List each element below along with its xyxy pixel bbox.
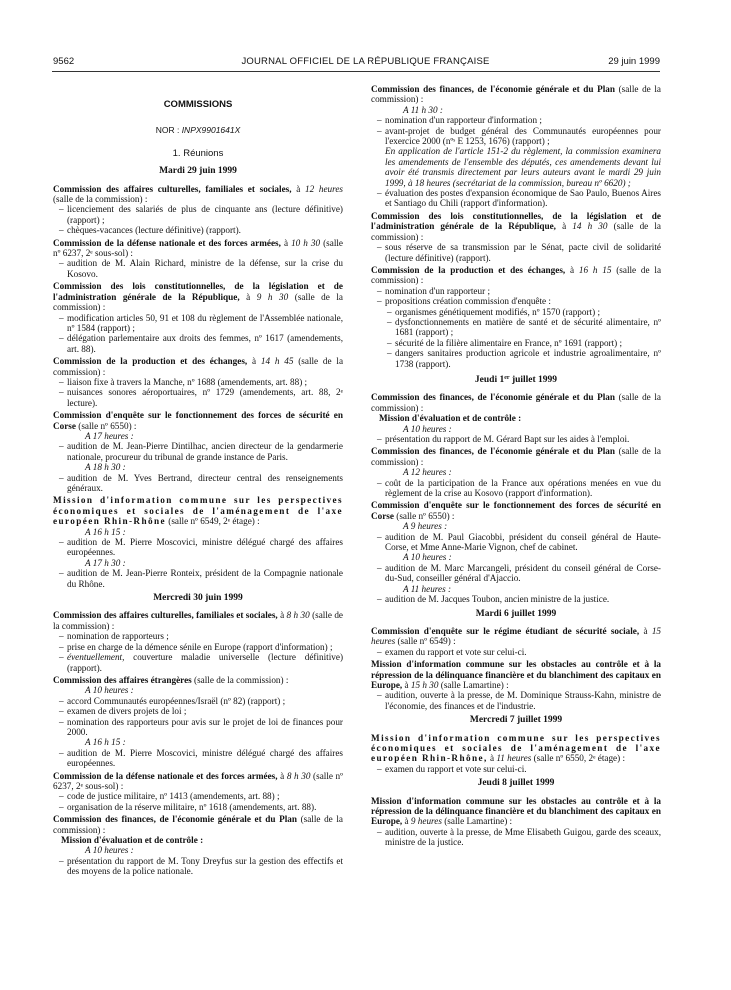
meeting-place: (salle de la commission) :	[371, 264, 662, 286]
nor-value: INPX9901641X	[181, 125, 241, 136]
nor-label: NOR :	[155, 125, 182, 136]
meeting-place: (salle nº 6549, 2ᵉ étage) :	[165, 516, 260, 527]
agenda-subitem: – organismes génétiquement modifiés, nº 1570 (rapport) ;	[371, 307, 661, 317]
meeting-block	[53, 495, 343, 589]
agenda-item: – audition de M. Marc Marcangeli, président du conseil général de Corse-du-Sud, conseiller général d'Ajaccio.	[371, 563, 661, 584]
meeting-place: (salle de la commission) :	[53, 610, 344, 631]
meeting-title	[53, 495, 343, 526]
agenda-text: couverture maladie universelle (lecture définitive) (rapport).	[67, 652, 343, 673]
agenda-item: – audition de M. Alain Richard, ministre de la défense, sur la crise du Kosovo.	[53, 258, 343, 279]
committee-name: Commission de la défense nationale et des forces armées,	[53, 770, 278, 781]
meeting-title	[53, 410, 343, 431]
meeting-block	[53, 410, 343, 493]
meeting-block	[371, 392, 661, 444]
meeting-time: 9 heures	[410, 816, 442, 827]
meeting-title: Commission des affaires culturelles, familiales et sociales, à 8 h 30 (salle de la commission) :	[53, 610, 344, 631]
meeting-title	[371, 84, 661, 105]
agenda-subitem: – dysfonctionnements en matière de santé et de sécurité alimentaire, nº 1681 (rapport) ;	[371, 317, 661, 338]
agenda-item: – audition, ouverte à la presse, de Mme Elisabeth Guigou, garde des sceaux, ministre de la justice.	[371, 827, 661, 848]
page-number: 9562	[53, 56, 75, 67]
meeting-block	[53, 610, 343, 672]
meeting-place: (salle nº 6550) :	[75, 420, 137, 431]
journal-title: JOURNAL OFFICIEL DE LA RÉPUBLIQUE FRANÇAISE	[241, 56, 490, 67]
meeting-place: (salle nº 6237, 2ᵉ sous-sol) :	[53, 770, 344, 791]
meeting-place: (salle de la commission) :	[191, 674, 289, 685]
day-heading: Mardi 6 juillet 1999	[475, 608, 557, 619]
meeting-title: Mission d'information commune sur les obstacles au contrôle et à la répression de la délinquance financière et du blanchiment des capitaux en Europe, à 9 heures (salle Lamartine) :	[371, 795, 661, 827]
meeting-time: A 11 h 30 :	[403, 104, 443, 115]
meeting-place: (salle de la commission) :	[371, 221, 661, 242]
day-heading: Mercredi 30 juin 1999	[153, 593, 243, 604]
agenda-item: – sous réserve de sa transmission par le Sénat, pacte civil de solidarité (lecture définitive) (rapport).	[371, 242, 661, 263]
meeting-place: (salle nº 6550) :	[393, 510, 455, 521]
day-heading: Jeudi 8 juillet 1999	[477, 778, 555, 789]
committee-name: Mission d'information commune sur les obstacles au contrôle et à la répression de la délinquance financière et du blanchiment des capitaux en Europe,	[371, 795, 661, 827]
meeting-block	[371, 446, 661, 498]
agenda-item: – nomination des rapporteurs pour avis sur le projet de loi de finances pour 2000.	[53, 717, 343, 738]
meeting-time: 15 heures	[371, 625, 662, 647]
agenda-item: – code de justice militaire, nº 1413 (amendements, art. 88) ;	[53, 791, 343, 801]
procedure-note: En application de l'article 151-2 du règlement, la commission examinera les amendements de l'ensemble des députés, ces amendements devant lui avoir été transmis directement par leurs auteurs avant le mardi 29 juin 1999, à 18 heures (secrétariat de la commission, bureau nº 6620) ;	[385, 146, 661, 188]
agenda-item: – audition de M. Paul Giacobbi, président du conseil général de Haute-Corse, et Mme Anne-Marie Vignon, chef de cabinet.	[371, 532, 661, 553]
agenda-item: – évaluation des postes d'expansion économique de Sao Paulo, Buenos Aires et Santiago du Chili (rapport d'information).	[371, 188, 661, 209]
meeting-time: A 11 heures :	[403, 583, 452, 594]
meeting-title: Commission de la production et des échanges, à 16 h 15 (salle de la commission) :	[371, 264, 662, 286]
meeting-title	[371, 446, 661, 467]
meeting-time: A 10 heures :	[85, 845, 134, 856]
meeting-place: (salle de la commission) :	[371, 84, 661, 105]
agenda-item: – examen de divers projets de loi ;	[53, 706, 343, 716]
committee-name: Mission d'information commune sur les perspectives économiques et sociales de l'aménagement de l'axe européen Rhin-Rhône,	[371, 732, 661, 764]
committee-name: Mission d'information commune sur les perspectives économiques et sociales de l'aménagement de l'axe européen Rhin-Rhône	[53, 495, 343, 527]
meeting-block	[371, 659, 661, 711]
meeting-time: A 10 heures :	[403, 552, 452, 563]
meeting-time: A 9 heures :	[403, 521, 448, 532]
meeting-time: 8 h 30	[286, 770, 311, 781]
meeting-time: A 12 heures :	[403, 467, 452, 478]
meeting-time: 12 heures	[304, 183, 344, 194]
day-ordinal: er	[504, 374, 510, 381]
agenda-item: – audition de M. Pierre Moscovici, ministre délégué chargé des affaires européennes.	[53, 537, 343, 558]
meeting-place: (salle de la commission) :	[53, 291, 344, 313]
agenda-item: – audition de M. Jean-Pierre Ronteix, président de la Compagnie nationale du Rhône.	[53, 568, 343, 589]
meeting-title: Commission des affaires culturelles, familiales et sociales, à 12 heures (salle de la commission) :	[53, 183, 344, 205]
meeting-title	[371, 500, 661, 521]
meeting-time: A 18 h 30 :	[85, 462, 126, 473]
meeting-time: 10 h 30	[291, 237, 321, 248]
meeting-place: (salle de la commission) :	[371, 392, 661, 413]
meeting-time: A 17 h 30 :	[85, 557, 126, 568]
mission-title: Mission d'évaluation et de contrôle :	[61, 835, 204, 845]
agenda-item: – licenciement des salariés de plus de cinquante ans (lecture définitive) (rapport) ;	[53, 204, 343, 225]
agenda-item: – nomination d'un rapporteur ;	[371, 286, 661, 296]
meeting-title: Commission de la défense nationale et des forces armées, à 10 h 30 (salle nº 6237, 2ᵉ sous-sol) :	[53, 237, 344, 259]
agenda-item: – propositions création commission d'enquête :	[371, 296, 661, 306]
section-subtitle: 1. Réunions	[172, 147, 224, 159]
nor-reference	[53, 125, 343, 135]
meeting-block	[371, 265, 661, 369]
agenda-item: – examen du rapport et vote sur celui-ci.	[371, 647, 661, 657]
meeting-place: (salle de la commission) :	[53, 356, 344, 377]
meeting-block	[371, 733, 661, 775]
day-heading: Mardi 29 juin 1999	[159, 166, 237, 177]
committee-name: Commission d'enquête sur le fonctionnement des forces de sécurité en Corse	[371, 500, 661, 521]
meeting-place: (salle de la commission) :	[53, 194, 148, 205]
left-column	[53, 90, 343, 879]
meeting-title: Commission des lois constitutionnelles, de la législation et de l'administration générale de la République, à 14 h 30 (salle de la commission) :	[371, 210, 661, 242]
agenda-item: – accord Communautés européennes/Israël (nº 82) (rapport) ;	[53, 696, 343, 706]
committee-name: Commission d'enquête sur le régime étudiant de sécurité sociale,	[371, 625, 640, 636]
agenda-item: – modification articles 50, 91 et 108 du règlement de l'Assemblée nationale, nº 1584 (rapport) ;	[53, 313, 343, 334]
meeting-time: A 10 heures :	[403, 423, 452, 434]
meeting-block	[371, 796, 661, 848]
agenda-item: – avant-projet de budget général des Communautés européennes pour l'exercice 2000 (nºˢ E 1253, 1676) (rapport) ;	[371, 126, 661, 147]
committee-name: Commission de la production et des échanges,	[371, 264, 566, 275]
meeting-title	[53, 814, 343, 835]
meeting-block	[53, 771, 343, 813]
day-heading	[371, 373, 661, 385]
agenda-item: – coût de la participation de la France aux opérations menées en vue du règlement de la crise au Kosovo (rapport d'information).	[371, 478, 661, 499]
meeting-block	[53, 281, 343, 354]
committee-name: Commission des lois constitutionnelles, de la législation et de l'administration générale de la République,	[371, 210, 661, 232]
committee-name: Commission d'enquête sur le fonctionnement des forces de sécurité en Corse	[53, 410, 343, 431]
meeting-title: Commission de la production et des échanges, à 14 h 45 (salle de la commission) :	[53, 356, 344, 377]
agenda-item: – chèques-vacances (lecture définitive) (rapport).	[53, 225, 343, 235]
meeting-block	[53, 675, 343, 769]
meeting-title: Commission des lois constitutionnelles, de la législation et de l'administration générale de la République, à 9 h 30 (salle de la commission) :	[53, 281, 344, 313]
agenda-item: – examen du rapport et vote sur celui-ci.	[371, 764, 661, 774]
meeting-place: (salle de la commission) :	[53, 814, 343, 835]
meeting-place: (salle de la commission) :	[371, 446, 661, 467]
agenda-item	[53, 652, 343, 673]
agenda-item: – audition, ouverte à la presse, de M. Dominique Strauss-Kahn, ministre de l'économie, des finances et de l'industrie.	[371, 690, 661, 711]
meeting-time: 16 h 15	[578, 264, 612, 275]
committee-name: Commission des lois constitutionnelles, de la législation et de l'administration générale de la République,	[53, 281, 343, 302]
agenda-item: – audition de M. Pierre Moscovici, ministre délégué chargé des affaires européennes.	[53, 748, 343, 769]
meeting-block	[53, 238, 343, 280]
meeting-place: (salle nº 6237, 2ᵉ sous-sol) :	[53, 237, 344, 259]
day-heading: Mercredi 7 juillet 1999	[469, 715, 563, 726]
agenda-item: – nomination de rapporteurs ;	[53, 631, 343, 641]
meeting-time: 8 h 30	[286, 610, 310, 621]
meeting-place: (salle nº 6550, 2ᵉ étage) :	[531, 753, 626, 764]
meeting-place: (salle Lamartine) :	[441, 816, 513, 827]
meeting-time: A 10 heures :	[85, 685, 134, 696]
meeting-title	[371, 392, 661, 413]
committee-name: Commission de la production et des échanges,	[53, 356, 248, 367]
meeting-time: 14 h 30	[572, 221, 608, 232]
committee-name: Commission des finances, de l'économie générale et du Plan	[371, 84, 615, 94]
agenda-item: – organisation de la réserve militaire, nº 1618 (amendements, art. 88).	[53, 802, 343, 812]
issue-date: 29 juin 1999	[608, 56, 660, 67]
meeting-block	[53, 814, 343, 876]
committee-name: Commission des affaires culturelles, familiales et sociales,	[53, 610, 278, 621]
meeting-place: (salle nº 6549) :	[395, 636, 456, 647]
committee-name: Commission des affaires étrangères	[53, 674, 192, 685]
agenda-subitem: – dangers sanitaires production agricole et industrie agroalimentaire, nº 1738 (rapport).	[371, 348, 661, 369]
meeting-title: Commission d'enquête sur le régime étudiant de sécurité sociale, à 15 heures (salle nº 6549) :	[371, 625, 662, 647]
agenda-item: – audition de M. Jacques Toubon, ancien ministre de la justice.	[371, 594, 661, 604]
mission-title: Mission d'évaluation et de contrôle :	[379, 413, 522, 424]
header-rule	[52, 71, 660, 72]
agenda-item: – délégation parlementaire aux droits des femmes, nº 1617 (amendements, art. 88).	[53, 333, 343, 354]
meeting-block	[53, 184, 343, 236]
committee-name: Commission des finances, de l'économie générale et du Plan	[53, 814, 297, 825]
meeting-block	[371, 626, 661, 657]
committee-name: Commission des finances, de l'économie générale et du Plan	[371, 392, 615, 403]
meeting-block	[53, 356, 343, 408]
meeting-title: Commission de la défense nationale et des forces armées, à 8 h 30 (salle nº 6237, 2ᵉ sous-sol) :	[53, 770, 344, 791]
right-column	[371, 84, 661, 850]
committee-name: Commission des affaires culturelles, familiales et sociales,	[53, 183, 292, 194]
agenda-qualifier: éventuellement,	[67, 652, 125, 663]
agenda-item: – présentation du rapport de M. Tony Dreyfus sur la gestion des effectifs et des moyens de la police nationale.	[53, 856, 343, 877]
committee-name: Commission de la défense nationale et des forces armées,	[53, 237, 281, 248]
agenda-subitem: – sécurité de la filière alimentaire en France, nº 1691 (rapport) ;	[371, 338, 661, 348]
committee-name: Commission des finances, de l'économie générale et du Plan	[371, 446, 615, 457]
meeting-title: Mission d'information commune sur les obstacles au contrôle et à la répression de la délinquance financière et du blanchiment des capitaux en Europe, à 15 h 30 (salle Lamartine) :	[371, 659, 661, 690]
meeting-title	[53, 675, 343, 685]
agenda-item: – nuisances sonores aéroportuaires, nº 1729 (amendements, art. 88, 2ᵉ lecture).	[53, 387, 343, 408]
agenda-item: – audition de M. Yves Bertrand, directeur central des renseignements généraux.	[53, 473, 343, 494]
meeting-time: 9 h 30	[256, 291, 289, 302]
meeting-time: A 17 heures :	[85, 430, 134, 441]
meeting-block	[371, 84, 661, 209]
agenda-item: – prise en charge de la démence sénile en Europe (rapport d'information) ;	[53, 642, 343, 652]
meeting-time: A 16 h 15 :	[85, 737, 126, 748]
meeting-block	[371, 500, 661, 604]
page-header	[0, 52, 731, 72]
meeting-time: 11 heures	[496, 753, 532, 764]
day-text: Jeudi 1	[474, 374, 505, 385]
day-month: juillet 1999	[509, 374, 558, 385]
meeting-title: Mission d'information commune sur les perspectives économiques et sociales de l'aménagement de l'axe européen Rhin-Rhône, à 11 heures (salle nº 6550, 2ᵉ étage) :	[371, 732, 661, 764]
meeting-time: 14 h 45	[260, 356, 294, 367]
committee-name: Mission d'information commune sur les obstacles au contrôle et à la répression de la délinquance financière et du blanchiment des capitaux en Europe,	[371, 659, 661, 690]
agenda-item: – présentation du rapport de M. Gérard Bapt sur les aides à l'emploi.	[371, 434, 661, 444]
meeting-time: A 16 h 15 :	[85, 526, 126, 537]
agenda-item: – liaison fixe à travers la Manche, nº 1688 (amendements, art. 88) ;	[53, 377, 343, 387]
meeting-place: (salle Lamartine) :	[438, 679, 509, 690]
meeting-block	[371, 211, 661, 263]
agenda-item: – nomination d'un rapporteur d'information ;	[371, 115, 661, 125]
section-title: COMMISSIONS	[163, 99, 233, 110]
meeting-time: 15 h 30	[410, 679, 439, 690]
agenda-item: – audition de M. Jean-Pierre Dintilhac, ancien directeur de la gendarmerie nationale, procureur du tribunal de grande instance de Paris.	[53, 441, 343, 462]
